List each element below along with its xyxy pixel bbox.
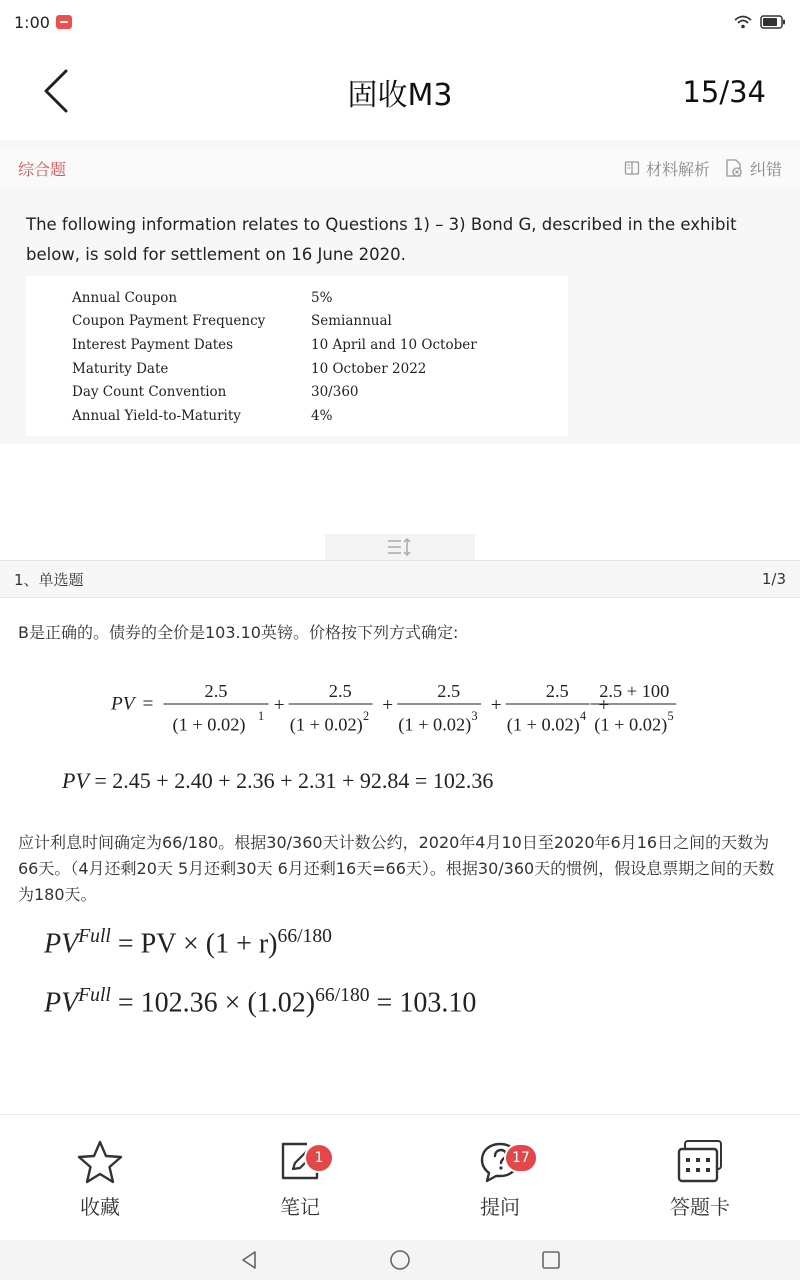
full-exponent: 66/180 — [277, 926, 332, 947]
exhibit-row — [72, 286, 568, 310]
tag-actions — [624, 157, 782, 180]
exhibit-row — [72, 333, 568, 357]
exhibit-value: 30/360 — [311, 384, 359, 401]
ask-count-badge: 17 — [504, 1143, 538, 1173]
system-navigation-bar — [0, 1240, 800, 1280]
ask-button[interactable] — [400, 1115, 600, 1240]
exhibit-row — [72, 310, 568, 334]
plus-sign: + — [273, 695, 285, 716]
pv-sum-formula — [62, 768, 493, 794]
panel-drag-handle[interactable] — [325, 534, 475, 560]
material-intro: The following information relates to Questions 1) – 3) Bond G, described in the exhibit below, is sold for settlement on 16 June 2020. — [26, 215, 737, 264]
equals-sign: = — [142, 693, 154, 715]
term-denominator: (1 + 0.02) — [594, 714, 668, 735]
error-report-icon — [724, 158, 744, 178]
exhibit-value: 10 October 2022 — [311, 360, 427, 377]
term-denominator: (1 + 0.02) — [398, 714, 472, 735]
term-numerator: 2.5 — [328, 681, 352, 701]
answer-card-label: 答题卡 — [670, 1195, 730, 1219]
material-analysis-button[interactable] — [624, 157, 710, 180]
analysis-intro — [18, 620, 782, 646]
answer-card-button[interactable] — [600, 1115, 800, 1240]
exhibit-value: 10 April and 10 October — [311, 336, 477, 353]
term-exponent: 3 — [471, 708, 478, 723]
chevron-left-icon — [43, 69, 69, 113]
bond-exhibit-table — [26, 276, 568, 436]
full-superscript: Full — [78, 926, 111, 947]
term-exponent: 4 — [580, 708, 587, 723]
analysis-line: B是正确的。债券的全价是103.10英镑。价格按下列方式确定: — [18, 623, 459, 642]
term-denominator: (1 + 0.02) — [506, 714, 580, 735]
exhibit-row — [72, 380, 568, 404]
book-icon — [624, 160, 640, 176]
pv-label: PV — [44, 928, 79, 960]
app-header — [0, 44, 800, 140]
status-icons — [734, 15, 786, 29]
question-progress: 1/3 — [761, 570, 786, 588]
exhibit-key: Coupon Payment Frequency — [72, 313, 266, 330]
plus-sign: + — [382, 695, 394, 716]
exhibit-key: Annual Coupon — [72, 289, 178, 306]
system-back-icon[interactable] — [239, 1250, 259, 1270]
favorite-label: 收藏 — [80, 1195, 120, 1219]
pv-term — [289, 681, 373, 735]
system-home-icon[interactable] — [389, 1249, 411, 1271]
material-analysis-label: 材料解析 — [645, 159, 710, 179]
plus-sign: + — [490, 695, 502, 716]
pv-term — [164, 681, 269, 735]
exhibit-key: Day Count Convention — [72, 384, 227, 401]
full-superscript: Full — [78, 985, 111, 1006]
pv-label: PV — [62, 768, 89, 793]
plus-sign: + — [598, 695, 610, 716]
exhibit-value: Semiannual — [311, 313, 392, 330]
exhibit-key: Interest Payment Dates — [72, 336, 234, 353]
question-type: 1、单选题 — [14, 570, 84, 589]
notes-label: 笔记 — [280, 1195, 320, 1219]
analysis-paragraph: 应计利息时间确定为66/180。根据30/360天计数公约，2020年4月10日至2020年6月16日之间的天数为66天。（4月还剩20天 5月还剩30天 6月还剩16天=66天）。根据30/360天的惯例，假设息票期之间的天数为180天。 — [18, 833, 775, 904]
wifi-icon — [734, 15, 752, 29]
term-denominator: (1 + 0.02) — [172, 714, 246, 735]
full-price-calculation — [44, 985, 476, 1019]
pv-term — [506, 681, 590, 735]
term-numerator: 2.5 — [204, 681, 228, 701]
answer-card-icon — [675, 1139, 725, 1185]
page-title: 固收M3 — [347, 78, 453, 113]
notes-button[interactable] — [200, 1115, 400, 1240]
question-tag-row — [0, 150, 800, 186]
pv-label: PV — [44, 987, 79, 1019]
term-exponent: 1 — [258, 708, 265, 723]
term-denominator: (1 + 0.02) — [289, 714, 363, 735]
question-category-label: 综合题 — [18, 159, 67, 179]
report-error-button[interactable] — [724, 157, 782, 180]
battery-icon — [760, 15, 786, 29]
full-calc-result: = 103.10 — [376, 987, 477, 1019]
notes-count-badge: 1 — [304, 1143, 334, 1173]
bottom-navigation — [0, 1114, 800, 1240]
exhibit-key: Annual Yield-to-Maturity — [72, 407, 241, 424]
question-header — [0, 560, 800, 598]
full-price-formula — [44, 926, 332, 960]
exhibit-row — [72, 357, 568, 381]
notification-icon — [56, 15, 72, 29]
exhibit-key: Maturity Date — [72, 360, 169, 377]
term-numerator: 2.5 — [437, 681, 461, 701]
full-formula-middle: = PV × (1 + r) — [117, 928, 278, 960]
back-button[interactable] — [36, 66, 76, 116]
exhibit-value: 5% — [311, 289, 333, 306]
term-numerator: 2.5 — [545, 681, 569, 701]
report-error-label: 纠错 — [749, 159, 782, 179]
pv-label: PV — [111, 693, 135, 715]
term-numerator: 2.5 + 100 — [599, 681, 670, 701]
exhibit-value: 4% — [311, 407, 333, 424]
ask-label: 提问 — [480, 1195, 520, 1219]
material-section — [0, 186, 800, 444]
favorite-button[interactable] — [0, 1115, 200, 1240]
system-recents-icon[interactable] — [541, 1250, 561, 1270]
full-exponent: 66/180 — [315, 985, 370, 1006]
status-time: 1:00 — [14, 12, 50, 32]
star-icon — [75, 1139, 125, 1185]
status-bar — [0, 0, 800, 44]
pv-formula — [66, 676, 786, 746]
full-calc-middle: = 102.36 × (1.02) — [117, 987, 316, 1019]
pv-term — [397, 681, 481, 735]
resize-handle-icon — [387, 537, 413, 557]
question-counter: 15/34 — [682, 75, 766, 109]
pv-sum-expression: = 2.45 + 2.40 + 2.36 + 2.31 + 92.84 = 102.36 — [94, 768, 494, 793]
term-exponent: 5 — [667, 708, 674, 723]
exhibit-row — [72, 404, 568, 428]
term-exponent: 2 — [363, 708, 370, 723]
